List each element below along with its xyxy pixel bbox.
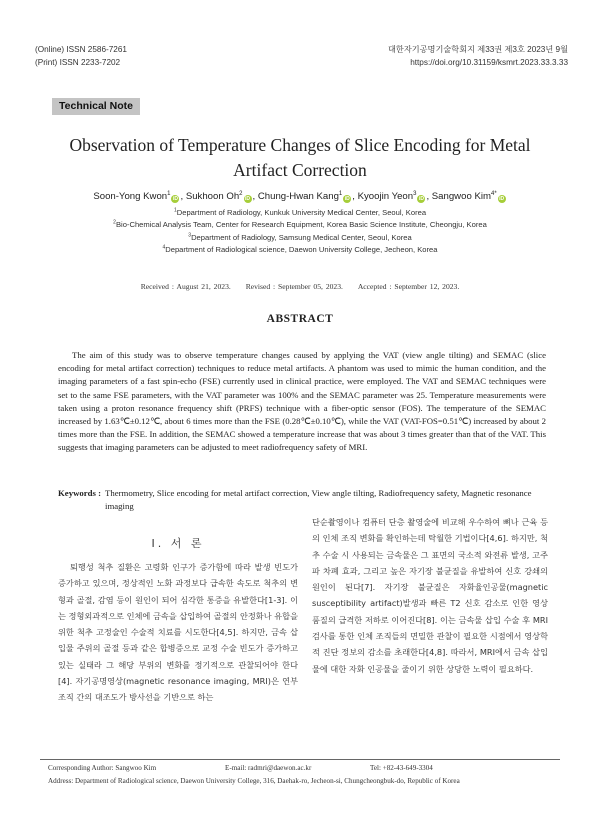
orcid-icon[interactable]: iD [418,196,424,202]
journal-info-block [388,43,568,69]
affiliation-text: Bio-Chemical Analysis Team, Center for Research Equipment, Korea Basic Science Institute, Cheongju, Korea [115,220,487,230]
issn-online: (Online) ISSN 2586-7261 [35,45,127,54]
affiliation-sup: 2 [113,219,116,226]
affiliation-text: Department of Radiology, Kunkuk University Medical Center, Seoul, Korea [176,208,427,217]
corresponding-address: Address: Department of Radiological science, Daewon University College, 316, Daehak-ro, Jecheon-si, Chungcheongbuk-do, Republic of Korea [48,777,460,785]
corresponding-author: Corresponding Author: Sangwoo Kim [48,764,157,772]
correspondence-line [48,764,568,772]
doi-link[interactable]: https://doi.org/10.31159/ksmrt.2023.33.3.33 [410,58,568,67]
affiliation-list [30,207,570,256]
keywords-text: Thermometry, Slice encoding for metal artifact correction, View angle tilting, Radiofrequency safety, Magnetic resonance imaging [105,488,532,511]
author-sup: 1 [338,190,343,197]
affiliation-text: Department of Radiology, Samsung Medical Center, Seoul, Korea [191,232,412,242]
affiliation-item [30,244,570,256]
received-date: Received : August 21, 2023. [140,282,231,291]
title-line-1: Observation of Temperature Changes of Slice Encoding for Metal [69,135,531,155]
affiliation-sup: 1 [173,207,177,214]
orcid-icon[interactable]: iD [499,196,505,202]
revised-date: Revised : September 05, 2023. [245,282,343,291]
author-name: Chung-Hwan Kang [257,191,339,202]
author-sup: 4* [490,190,497,197]
author-name: Sangwoo Kim [431,191,491,202]
affiliation-item [30,232,570,244]
footer-divider [40,759,560,760]
section-heading-introduction: Ⅰ. 서 론 [151,537,205,550]
title-line-2: Artifact Correction [233,160,367,180]
affiliation-text: Department of Radiological science, Daewon University College, Jecheon, Korea [165,244,438,254]
affiliation-item [30,207,570,219]
issn-block [35,43,127,69]
keywords-label: Keywords : [58,488,102,498]
affiliation-sup: 3 [188,232,192,239]
affiliation-sup: 4 [162,244,166,251]
affiliation-item [30,219,570,231]
article-type-badge: Technical Note [52,98,140,115]
author-name: Kyoojin Yeon [357,191,414,202]
author-name: Sukhoon Oh [185,191,240,202]
orcid-icon[interactable]: iD [245,196,250,202]
accepted-date: Accepted : September 12, 2023. [357,282,460,291]
abstract-heading: ABSTRACT [266,313,334,325]
body-left-column: 퇴행성 척추 질환은 고령화 인구가 증가함에 따라 발생 빈도가 증가하고 있으며, 정상적인 노화 과정보다 급속한 속도로 척추의 변형과 골절, 감염 등이 원인이 되어 심각한 통증을 유발한다[1-3]. 이는 정형외과적으로 인체에 금속을 삽입하여 골절의 안정화나 유합을 위한 척추 고정술인 수술적 치료를 시도한다[4,5]. 하지만, 금속 삽입물 주위의 골절 등과 같은 합병증으로 교정 수술 빈도가 증가하고 있는 실태라 그 해당 부위의 변화를 정기적으로 관찰되어야 한다[4]. 자기공명영상(magnetic resonance imaging, MRI)은 연부조직 간의 대조도가 방사선을 기반으로 하는 [58,562,298,703]
orcid-icon[interactable]: iD [172,196,178,202]
submission-dates [30,282,570,291]
author-sup: 1 [167,190,171,197]
issn-print: (Print) ISSN 2233-7202 [35,58,121,67]
abstract-text: The aim of this study was to observe temperature changes caused by applying the VAT (view angle tilting) and SEMAC (slice encoding for metal artifact correction) techniques to reduce metal artifacts. A phantom was used to mimic the human condition, and the imaging parameters of a fast spin-echo (FSE) currently used in clinical practice, were employed. The VAT and SEMAC techniques were set to the same FSE parameters, with the VAT parameter was 100% and the SEMAC parameter was 25. Temperature measurements were taken using a proton resonance frequency shift (PRFS) technique with a fiber-optic sensor (FOS). The temperature of the SEMAC increased by 1.63℃±0.12℃, about 6 times more than the FSE (0.28℃±0.10℃), while the VAT (VAT-FOS=0.51℃) increased by about 2 times more than the FSE. In addition, the SEMAC showed a temperature increase that was about 3 times greater than that of the VAT. This suggests that imaging parameters can be adjusted to meet radiofrequency safety of MRI. [58,350,546,453]
author-sup: 3 [413,190,417,197]
paper-title [40,133,560,183]
author-list: Soon-Yong Kwon$^1$iD , Sukhoon Oh$^2$iD , Chung-Hwan Kang$^1$iD , Kyoojin Yeon$^3$iD , Sangwoo Kim$^{4*}$iD [93,190,505,202]
orcid-icon[interactable]: iD [344,196,350,202]
keywords [58,487,546,513]
author-sup: 2 [239,190,243,197]
corresponding-email[interactable]: E-mail: radmri@daewon.ac.kr [225,764,312,772]
journal-name-volume: 대한자기공명기술학회지 제33권 제3호 2023년 9월 [388,45,568,54]
corresponding-tel: Tel: +82-43-649-3304 [370,764,433,772]
author-name: Soon-Yong Kwon [93,191,168,202]
body-right-column: 단순촬영이나 컴퓨터 단층 촬영술에 비교해 우수하여 뼈나 근육 등의 인체 조직 변화를 확인하는데 탁월한 기법이다[4,6]. 하지만, 척추 수술 시 사용되는 금속물은 그 표면의 국소적 와전류 발생, 고주파 차폐 효과, 그리고 높은 자기장 불균질을 유발하여 신호 강쇄의 원인이 된다[7]. 자기장 불균질은 자화율인공물(magnetic susceptibility artifact)발생과 빠른 T2 신호 감소로 인한 영상 품질의 급격한 저하로 이어진다[8]. 이는 금속물 삽입 수술 후 MRI 검사를 통한 인체 조직들의 면밀한 관찰이 필요한 시점에서 영상학적 진단 정보의 감소를 초래한다[4,8]. 따라서, MRI에서 금속 삽입물에 대한 자화 인공물을 줄이기 위한 상당한 노력이 필요하다. [312,517,548,674]
